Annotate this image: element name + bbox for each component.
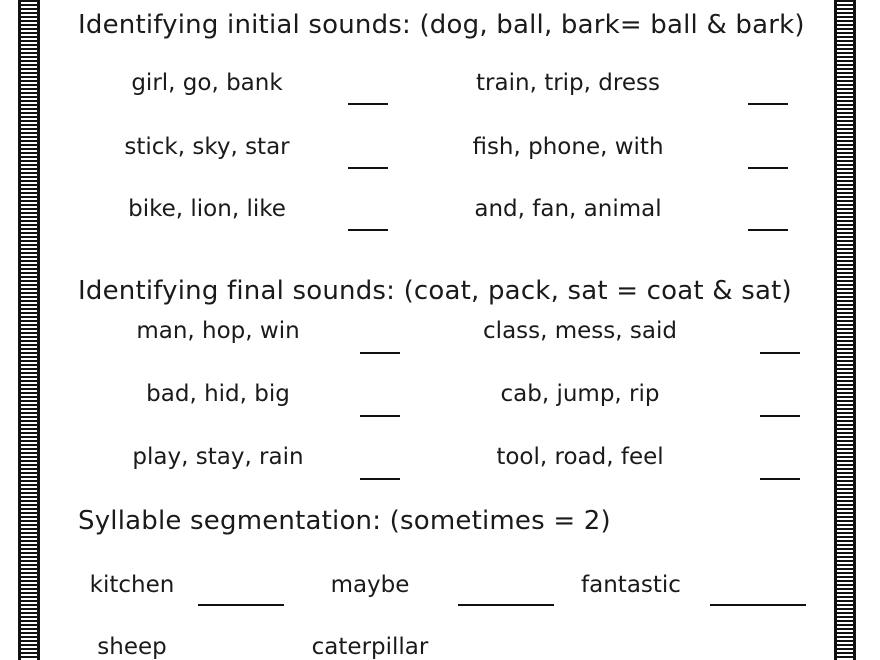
right-decorative-border xyxy=(834,0,856,660)
initial-item-5: bike, lion, like xyxy=(128,196,286,222)
final-answer-blank-4[interactable] xyxy=(760,415,800,417)
final-item-1: man, hop, win xyxy=(136,318,300,344)
final-answer-blank-3[interactable] xyxy=(360,415,400,417)
final-item-3: bad, hid, big xyxy=(146,381,290,407)
initial-item-1: girl, go, bank xyxy=(131,70,283,96)
final-answer-blank-6[interactable] xyxy=(760,478,800,480)
final-sounds-heading: Identifying final sounds: (coat, pack, sat = coat & sat) xyxy=(78,276,792,306)
syllable-word-3: fantastic xyxy=(581,572,681,598)
initial-answer-blank-6[interactable] xyxy=(748,229,788,231)
final-item-5: play, stay, rain xyxy=(132,444,304,470)
syllable-word-2: maybe xyxy=(330,572,410,598)
initial-item-3: stick, sky, star xyxy=(124,134,290,160)
syllable-answer-blank-1[interactable] xyxy=(198,604,284,606)
left-decorative-border xyxy=(18,0,40,660)
initial-item-2: train, trip, dress xyxy=(476,70,660,96)
syllable-answer-blank-3[interactable] xyxy=(710,604,806,606)
syllable-answer-blank-2[interactable] xyxy=(458,604,554,606)
final-answer-blank-1[interactable] xyxy=(360,352,400,354)
syllable-word-1: kitchen xyxy=(89,572,175,598)
initial-answer-blank-4[interactable] xyxy=(748,167,788,169)
initial-answer-blank-2[interactable] xyxy=(748,103,788,105)
syllable-word-4: sheep xyxy=(97,634,167,660)
initial-item-4: fish, phone, with xyxy=(472,134,664,160)
initial-answer-blank-3[interactable] xyxy=(348,167,388,169)
syllable-word-5: caterpillar xyxy=(311,634,429,660)
initial-sounds-heading: Identifying initial sounds: (dog, ball, bark= ball & bark) xyxy=(78,10,805,40)
initial-item-6: and, fan, animal xyxy=(474,196,662,222)
final-item-6: tool, road, feel xyxy=(496,444,664,470)
initial-answer-blank-5[interactable] xyxy=(348,229,388,231)
final-item-4: cab, jump, rip xyxy=(500,381,660,407)
final-answer-blank-2[interactable] xyxy=(760,352,800,354)
final-answer-blank-5[interactable] xyxy=(360,478,400,480)
initial-answer-blank-1[interactable] xyxy=(348,103,388,105)
syllable-segmentation-heading: Syllable segmentation: (sometimes = 2) xyxy=(78,506,611,536)
final-item-2: class, mess, said xyxy=(483,318,677,344)
